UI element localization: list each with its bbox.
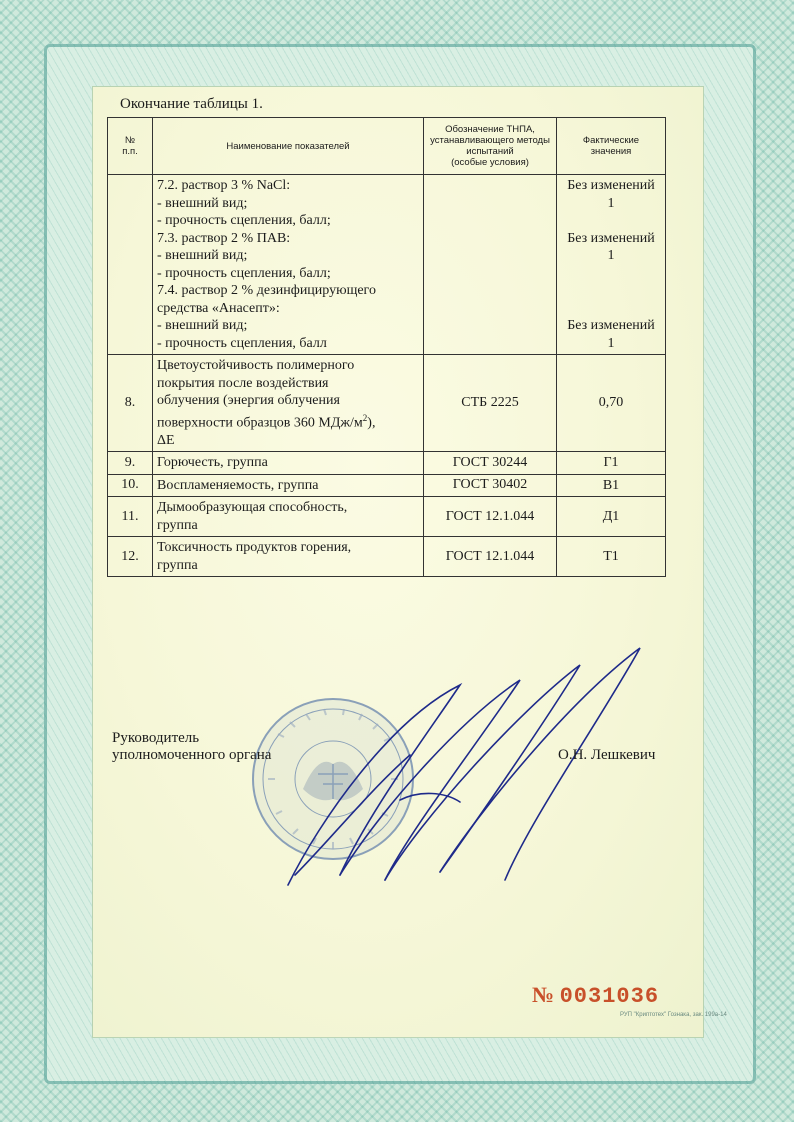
row-num: 9. xyxy=(108,452,153,475)
table-row-10 xyxy=(108,474,666,497)
row-standard: ГОСТ 12.1.044 xyxy=(424,497,557,537)
row-standard: ГОСТ 30402 xyxy=(424,474,557,497)
table-row-12 xyxy=(108,537,666,577)
printer-note: РУП "Криптотех" Гознака, зак. 199а-14 xyxy=(620,1012,727,1018)
serial-digits: 0031036 xyxy=(559,984,660,1009)
row-name: 7.2. раствор 3 % NaCl: - внешний вид; - прочность сцепления, балл; 7.3. раствор 2 % ПАВ: - внешний вид; - прочность сцепления, балл; 7.4. раствор 2 % дезинфицирующего средства «Анасепт»: - внешний вид; - прочность сцепления, балл xyxy=(153,175,424,355)
row-standard xyxy=(424,175,557,355)
row-name: Воспламеняемость, группа xyxy=(153,474,424,497)
table-caption: Окончание таблицы 1. xyxy=(120,96,263,112)
row-num: 10. xyxy=(108,474,153,497)
header-num: № п.п. xyxy=(108,118,153,175)
row-value: Д1 xyxy=(557,497,666,537)
row-name: Горючесть, группа xyxy=(153,452,424,475)
header-name: Наименование показателей xyxy=(153,118,424,175)
row-value: Т1 xyxy=(557,537,666,577)
row-num: 8. xyxy=(108,355,153,452)
row-num xyxy=(108,175,153,355)
table-row-8 xyxy=(108,355,666,452)
row-value: Г1 xyxy=(557,452,666,475)
row-value: В1 xyxy=(557,474,666,497)
row-name: Токсичность продуктов горения, группа xyxy=(153,537,424,577)
results-table xyxy=(107,117,666,577)
header-standard: Обозначение ТНПА, устанавливающего методы испытаний (особые условия) xyxy=(424,118,557,175)
row-standard: СТБ 2225 xyxy=(424,355,557,452)
row-standard: ГОСТ 30244 xyxy=(424,452,557,475)
table-row-7 xyxy=(108,175,666,355)
row-standard: ГОСТ 12.1.044 xyxy=(424,537,557,577)
signatory-title: Руководитель уполномоченного органа xyxy=(112,730,272,763)
handwritten-signature xyxy=(280,640,660,890)
header-value: Фактические значения xyxy=(557,118,666,175)
row-value: Без изменений 1 Без изменений 1 Без изменений 1 xyxy=(557,175,666,355)
row-num: 11. xyxy=(108,497,153,537)
serial-prefix: № xyxy=(532,982,555,1007)
row-value: 0,70 xyxy=(557,355,666,452)
row-num: 12. xyxy=(108,537,153,577)
table-header-row xyxy=(108,118,666,175)
serial-number xyxy=(532,982,659,1009)
row-name: Цветоустойчивость полимерного покрытия после воздействия облучения (энергия облучения поверхности образцов 360 МДж/$м^2$), ΔE xyxy=(153,355,424,452)
signatory-name: О.Н. Лешкевич xyxy=(558,747,656,763)
row-name: Дымообразующая способность, группа xyxy=(153,497,424,537)
table-row-9 xyxy=(108,452,666,475)
table-row-11 xyxy=(108,497,666,537)
